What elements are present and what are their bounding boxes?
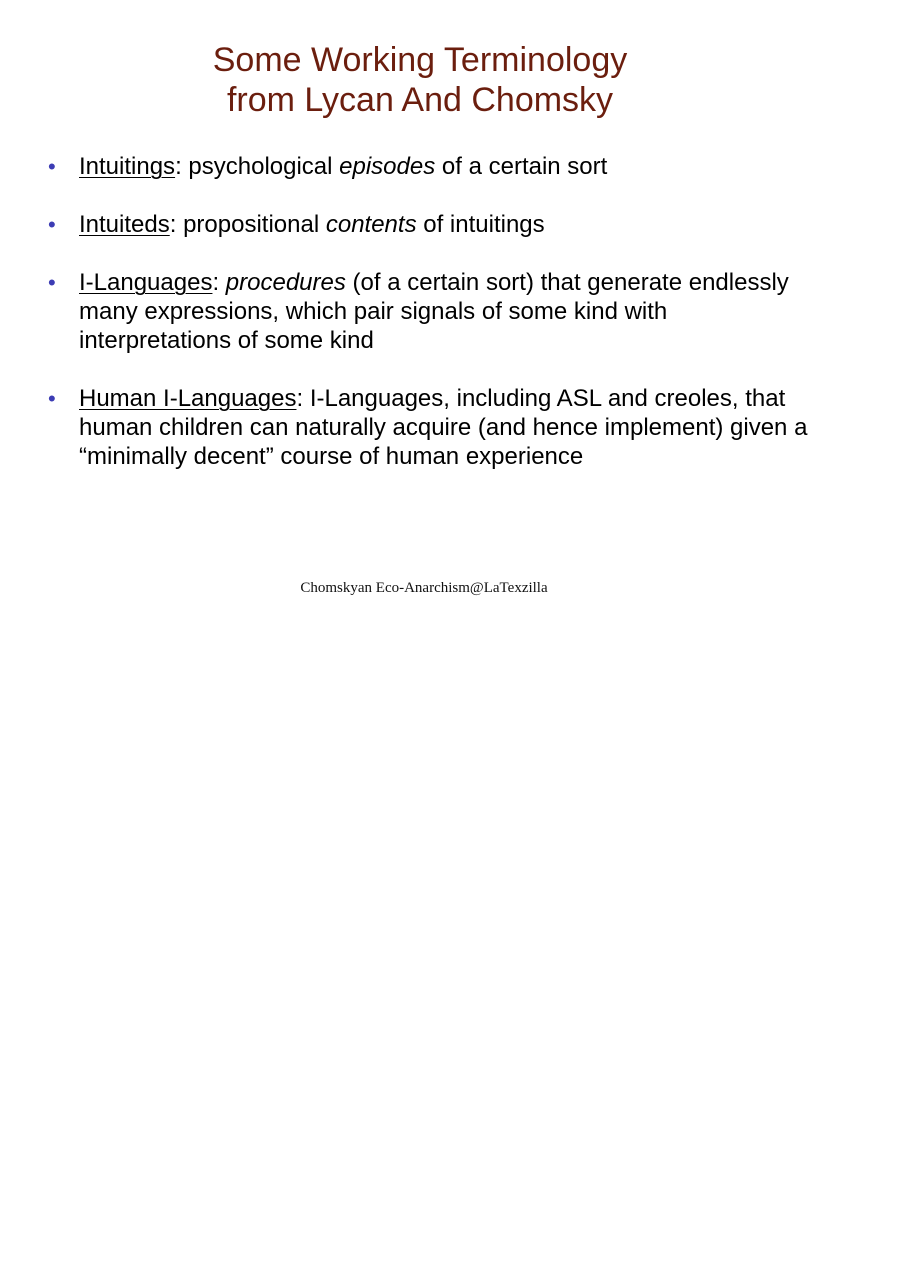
bullet-term: Intuitings: [79, 153, 176, 180]
slide-title: [0, 40, 840, 120]
bullet-emphasis: contents: [325, 211, 417, 238]
bullet-item-intuitings: [48, 152, 808, 181]
bullet-dot-icon: •: [48, 212, 56, 237]
bullet-item-human-i-languages: [48, 384, 808, 471]
bullet-text-pre: psychological: [188, 153, 340, 180]
bullet-dot-icon: •: [48, 270, 56, 295]
bullet-text-post: (of a certain sort) that generate endlessly many expressions, which pair signals of some kind with interpretations of some kind: [79, 269, 789, 354]
slide-title-line-1: Some Working Terminology: [212, 41, 628, 79]
bullet-list: [48, 152, 808, 500]
bullet-text-post: of a certain sort: [435, 153, 608, 180]
bullet-text-post: of intuitings: [416, 211, 545, 238]
slide-footer: Chomskyan Eco-Anarchism@LaTexzilla: [300, 580, 548, 596]
bullet-term: Intuiteds: [79, 211, 170, 238]
bullet-separator: :: [296, 385, 310, 412]
bullet-emphasis: procedures: [225, 269, 346, 296]
bullet-text-pre: propositional: [183, 211, 326, 238]
bullet-term: Human I-Languages: [79, 385, 297, 412]
bullet-dot-icon: •: [48, 386, 56, 411]
bullet-item-i-languages: [48, 268, 808, 355]
slide-title-line-2: from Lycan And Chomsky: [226, 81, 614, 119]
bullet-text-pre: I-Languages, including ASL and creoles, that human children can naturally acquire (and hence implement) given a “minimally decent” course of human experience: [79, 385, 808, 470]
bullet-item-intuiteds: [48, 210, 808, 239]
bullet-term: I-Languages: [79, 269, 213, 296]
bullet-separator: :: [175, 153, 189, 180]
bullet-separator: :: [212, 269, 226, 296]
bullet-dot-icon: •: [48, 154, 56, 179]
bullet-emphasis: episodes: [339, 153, 436, 180]
bullet-separator: :: [169, 211, 184, 238]
